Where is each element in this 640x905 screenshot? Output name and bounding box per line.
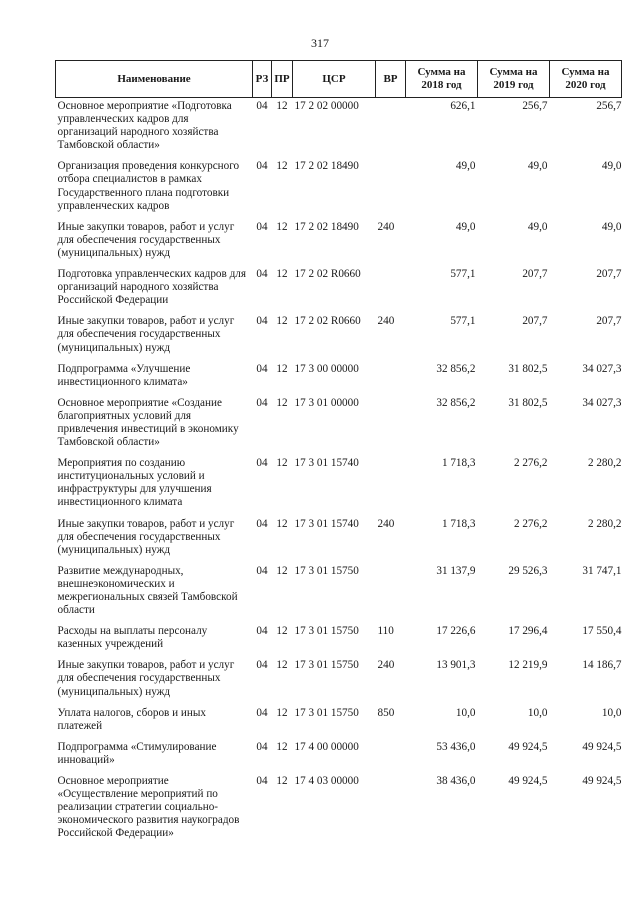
cell-pr: 12 [276, 315, 288, 328]
cell-name: Иные закупки товаров, работ и услуг для обеспечения государственных (муниципальных) нужд [57, 220, 235, 259]
table-row [56, 705, 622, 739]
table-row [56, 563, 622, 623]
cell-csr: 17 2 02 18490 [294, 220, 359, 233]
header-sum-2019: Сумма на 2019 год [478, 61, 550, 98]
cell-pr: 12 [276, 706, 288, 719]
table-row [56, 361, 622, 395]
cell-sum-2020: 34 027,3 [582, 362, 622, 375]
cell-name: Уплата налогов, сборов и иных платежей [57, 706, 207, 732]
cell-csr: 17 3 01 00000 [294, 396, 359, 409]
cell-csr: 17 3 01 15740 [294, 457, 359, 470]
table-header [56, 61, 622, 98]
cell-rz: 04 [256, 564, 268, 577]
cell-sum-2019: 2 276,2 [513, 517, 548, 530]
cell-sum-2020: 49,0 [601, 160, 622, 173]
cell-name: Организация проведения конкурсного отбора специалистов в рамках Государственного плана подготовки управленческих кадров [57, 160, 240, 212]
cell-sum-2018: 49,0 [455, 220, 476, 233]
cell-pr: 12 [276, 775, 288, 788]
cell-sum-2018: 17 226,6 [436, 625, 476, 638]
header-row [56, 61, 622, 98]
cell-sum-2020: 49,0 [601, 220, 622, 233]
cell-rz: 04 [256, 100, 268, 112]
cell-sum-2020: 207,7 [596, 315, 622, 328]
cell-sum-2019: 49,0 [527, 220, 548, 233]
cell-sum-2018: 32 856,2 [436, 362, 476, 375]
cell-rz: 04 [256, 315, 268, 328]
table-row [56, 266, 622, 313]
cell-vr [376, 455, 406, 515]
cell-name: Расходы на выплаты персоналу казенных учреждений [57, 625, 208, 651]
table-body [56, 98, 622, 847]
cell-vr [376, 361, 406, 395]
cell-pr: 12 [276, 564, 288, 577]
cell-sum-2019: 12 219,9 [508, 659, 548, 672]
table-row [56, 219, 622, 266]
cell-vr: 240 [377, 659, 395, 672]
cell-csr: 17 4 03 00000 [294, 775, 359, 788]
cell-rz: 04 [256, 457, 268, 470]
page-number: 317 [311, 36, 329, 50]
cell-sum-2019: 10,0 [527, 706, 548, 719]
cell-name: Основное мероприятие «Создание благоприятных условий для привлечения инвестиций в экономику Тамбовской области» [57, 396, 239, 449]
cell-name: Подпрограмма «Улучшение инвестиционного климата» [57, 362, 191, 388]
cell-sum-2019: 49,0 [527, 160, 548, 173]
cell-sum-2019: 207,7 [522, 268, 548, 281]
cell-pr: 12 [276, 268, 288, 281]
cell-csr: 17 3 01 15750 [294, 625, 359, 638]
cell-sum-2018: 577,1 [450, 315, 476, 328]
cell-sum-2018: 13 901,3 [436, 659, 476, 672]
header-csr: ЦСР [293, 61, 376, 98]
cell-vr: 850 [377, 706, 395, 719]
cell-rz: 04 [256, 396, 268, 409]
cell-csr: 17 2 02 R0660 [294, 315, 361, 328]
cell-vr [376, 158, 406, 218]
cell-name: Иные закупки товаров, работ и услуг для обеспечения государственных (муниципальных) нужд [57, 315, 235, 354]
table-row [56, 158, 622, 218]
cell-sum-2019: 31 802,5 [508, 396, 548, 409]
cell-sum-2020: 207,7 [596, 268, 622, 281]
cell-sum-2020: 2 280,2 [587, 517, 622, 530]
table-row [56, 313, 622, 360]
cell-vr [376, 98, 406, 159]
cell-sum-2020: 31 747,1 [582, 564, 622, 577]
table-row [56, 98, 622, 159]
cell-csr: 17 3 01 15750 [294, 706, 359, 719]
cell-vr [376, 395, 406, 455]
cell-sum-2019: 31 802,5 [508, 362, 548, 375]
cell-pr: 12 [276, 659, 288, 672]
cell-sum-2019: 207,7 [522, 315, 548, 328]
cell-name: Основное мероприятие «Подготовка управленческих кадров для организаций народного хозяйства Тамбовской области» [57, 100, 232, 152]
cell-sum-2018: 1 718,3 [441, 517, 476, 530]
cell-vr: 240 [377, 315, 395, 328]
cell-csr: 17 3 01 15740 [294, 517, 359, 530]
cell-rz: 04 [256, 220, 268, 233]
cell-vr [376, 266, 406, 313]
table-row [56, 516, 622, 563]
cell-sum-2019: 17 296,4 [508, 625, 548, 638]
cell-vr: 240 [377, 517, 395, 530]
cell-rz: 04 [256, 362, 268, 375]
cell-sum-2018: 49,0 [455, 160, 476, 173]
cell-sum-2019: 29 526,3 [508, 564, 548, 577]
cell-rz: 04 [256, 775, 268, 788]
cell-pr: 12 [276, 457, 288, 470]
cell-csr: 17 3 01 15750 [294, 659, 359, 672]
cell-pr: 12 [276, 517, 288, 530]
cell-name: Основное мероприятие «Осуществление мероприятий по реализации стратегии социально-экономического развития наукоградов Российской Федерации» [57, 775, 240, 840]
header-rz: РЗ [253, 61, 272, 98]
cell-vr [376, 773, 406, 846]
cell-sum-2018: 1 718,3 [441, 457, 476, 470]
header-vr: ВР [376, 61, 406, 98]
cell-csr: 17 2 02 18490 [294, 160, 359, 173]
header-name: Наименование [56, 61, 253, 98]
header-sum-2020: Сумма на 2020 год [550, 61, 622, 98]
cell-name: Иные закупки товаров, работ и услуг для обеспечения государственных (муниципальных) нужд [57, 659, 235, 698]
cell-sum-2020: 2 280,2 [587, 457, 622, 470]
table-row [56, 395, 622, 455]
cell-csr: 17 4 00 00000 [294, 740, 359, 753]
cell-sum-2018: 53 436,0 [436, 740, 476, 753]
cell-sum-2018: 10,0 [455, 706, 476, 719]
budget-table [55, 60, 622, 847]
cell-pr: 12 [276, 160, 288, 173]
cell-sum-2020: 14 186,7 [582, 659, 622, 672]
cell-sum-2018: 31 137,9 [436, 564, 476, 577]
cell-csr: 17 3 01 15750 [294, 564, 359, 577]
cell-sum-2020: 256,7 [596, 100, 622, 112]
cell-name: Иные закупки товаров, работ и услуг для обеспечения государственных (муниципальных) нужд [57, 517, 235, 556]
cell-rz: 04 [256, 517, 268, 530]
table-row [56, 773, 622, 846]
cell-vr [376, 739, 406, 773]
header-pr: ПР [272, 61, 293, 98]
cell-pr: 12 [276, 100, 288, 112]
cell-rz: 04 [256, 160, 268, 173]
cell-sum-2020: 17 550,4 [582, 625, 622, 638]
cell-sum-2018: 38 436,0 [436, 775, 476, 788]
cell-vr [376, 563, 406, 623]
cell-csr: 17 3 00 00000 [294, 362, 359, 375]
cell-sum-2019: 49 924,5 [508, 740, 548, 753]
cell-vr: 110 [377, 625, 394, 638]
cell-rz: 04 [256, 740, 268, 753]
cell-rz: 04 [256, 659, 268, 672]
header-sum-2018: Сумма на 2018 год [406, 61, 478, 98]
cell-rz: 04 [256, 268, 268, 281]
table-row [56, 739, 622, 773]
cell-sum-2018: 626,1 [450, 100, 476, 112]
cell-sum-2020: 49 924,5 [582, 775, 622, 788]
cell-pr: 12 [276, 396, 288, 409]
cell-rz: 04 [256, 625, 268, 638]
cell-sum-2020: 34 027,3 [582, 396, 622, 409]
cell-vr: 240 [377, 220, 395, 233]
cell-name: Подпрограмма «Стимулирование инноваций» [57, 740, 217, 766]
cell-rz: 04 [256, 706, 268, 719]
cell-sum-2020: 49 924,5 [582, 740, 622, 753]
cell-csr: 17 2 02 R0660 [294, 268, 361, 281]
cell-sum-2019: 2 276,2 [513, 457, 548, 470]
cell-sum-2018: 32 856,2 [436, 396, 476, 409]
cell-pr: 12 [276, 362, 288, 375]
cell-name: Мероприятия по созданию институциональных условий и инфраструктуры для улучшения инвестиционного климата [57, 457, 212, 509]
cell-pr: 12 [276, 625, 288, 638]
cell-sum-2019: 256,7 [522, 100, 548, 112]
cell-sum-2020: 10,0 [601, 706, 622, 719]
cell-name: Развитие международных, внешнеэкономических и межрегиональных связей Тамбовской области [57, 564, 238, 617]
cell-sum-2019: 49 924,5 [508, 775, 548, 788]
table-row [56, 623, 622, 657]
cell-pr: 12 [276, 740, 288, 753]
cell-sum-2018: 577,1 [450, 268, 476, 281]
cell-pr: 12 [276, 220, 288, 233]
cell-name: Подготовка управленческих кадров для организаций народного хозяйства Российской Федерации [57, 268, 247, 307]
table-row [56, 455, 622, 515]
cell-csr: 17 2 02 00000 [294, 100, 359, 112]
table-row [56, 657, 622, 704]
